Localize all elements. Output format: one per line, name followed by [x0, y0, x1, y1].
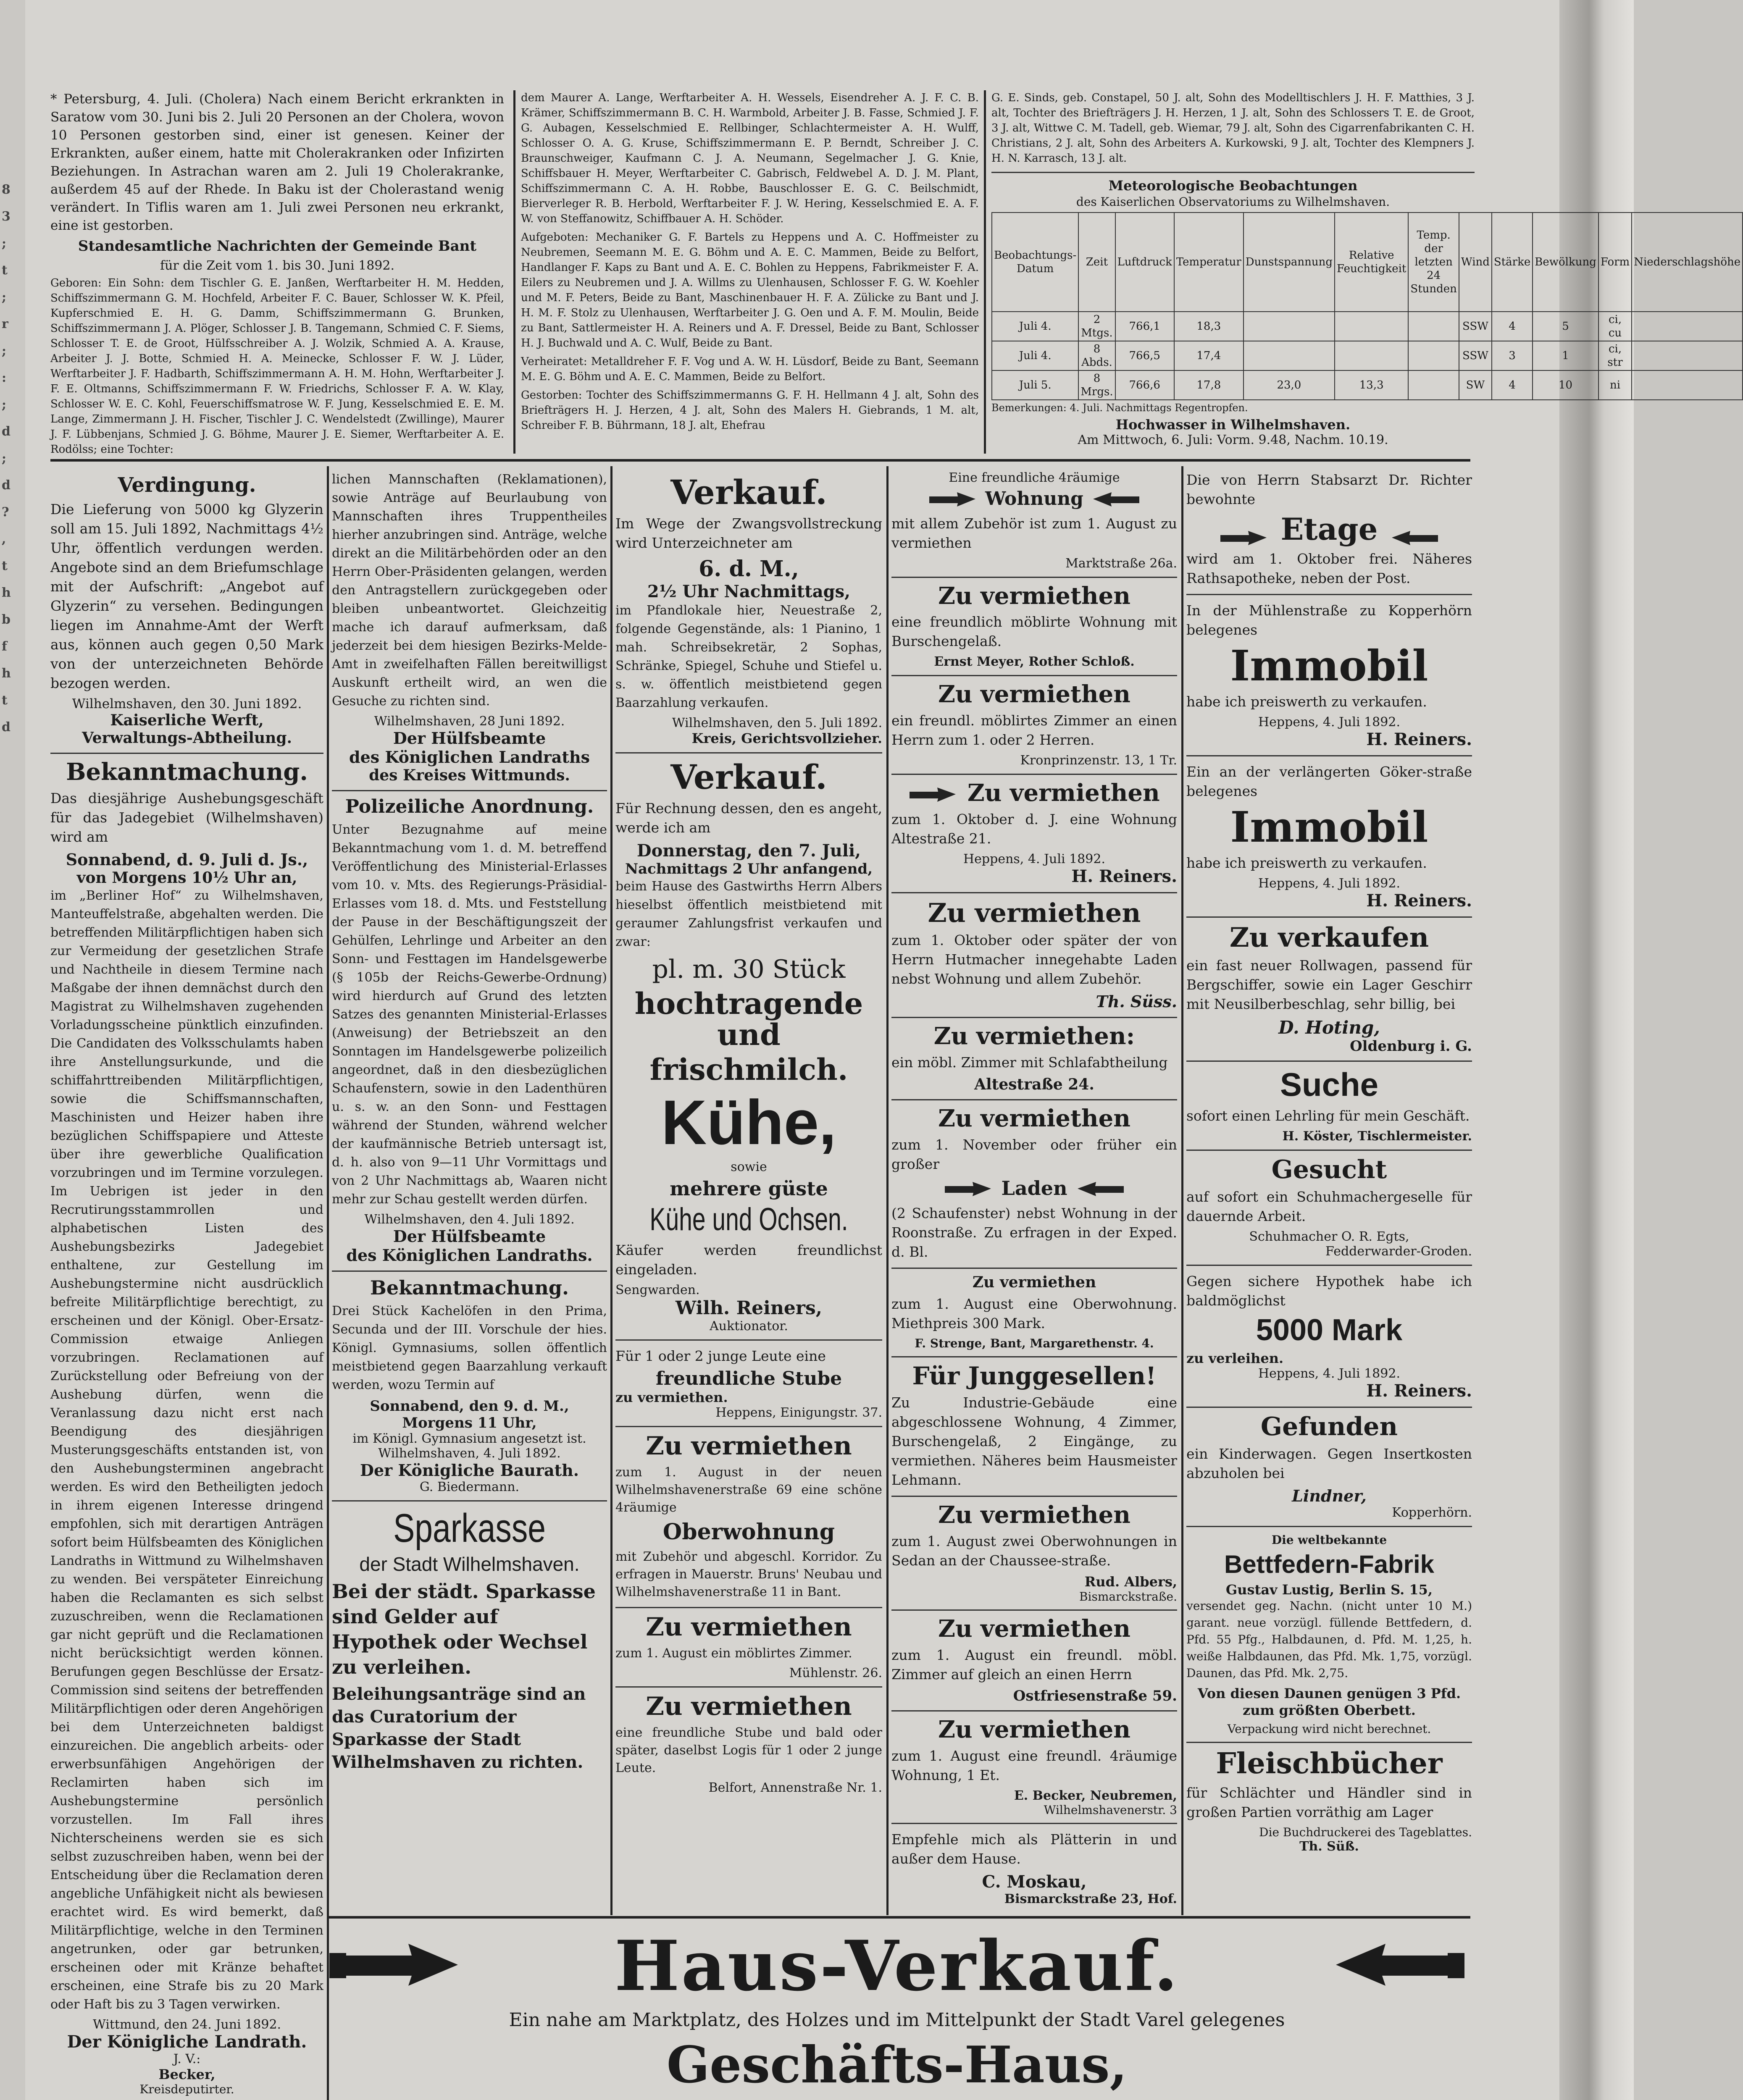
w2-sig: Ernst Meyer, Rother Schloß. — [934, 654, 1135, 669]
verkauf2-sig: Wilh. Reiners, — [675, 1297, 823, 1319]
w9-addr: Bismarckstraße. — [1079, 1590, 1177, 1604]
petersburg-news: * Petersburg, 4. Juli. (Cholera) Nach einem Bericht erkrankten in Saratow vom 30. Juni bis 2. Juli 20 Personen an der Cholera, wovon 10 Personen gestorben sind, einer ist genesen. Keiner der Erkrankten, außer einem, hatte mit Cholerakranken oder Infizirten Beziehungen. In Astrachan waren am 2. Juli 19 Cholerakranke, außerdem 45 auf der Rhede. In Baku ist der Cholerastand wenig verändert. In Tiflis waren am 1. Juli zwei Personen neu erkrankt, eine ist gestorben. — [50, 92, 504, 233]
met-cell: 23,0 — [1243, 370, 1335, 400]
verkauf2-time: Nachmittags 2 Uhr anfangend, — [625, 861, 873, 877]
met-cell: SSW — [1459, 312, 1492, 341]
zv1-text2: mit Zubehör und abgeschl. Korridor. Zu erfragen in Mauerstr. Bruns' Neubau und Wilhelmshavenerstraße 11 in Bant. — [615, 1549, 882, 1599]
verkauf2-place: Sengwarden. — [615, 1283, 700, 1298]
w10-text: zum 1. August ein freundl. möbl. Zimmer auf gleich an einen Herrn — [891, 1646, 1177, 1683]
met-row — [992, 341, 1743, 370]
zv2-text: zum 1. August ein möblirtes Zimmer. — [615, 1646, 852, 1661]
sparkasse-text: Bei der städt. Sparkasse sind Gelder auf Hypothek oder Wechsel zu verleihen. — [332, 1580, 596, 1678]
haus-verkauf-ad — [328, 1924, 1466, 2100]
w9-sig: Rud. Albers, — [1084, 1574, 1177, 1590]
w11-title: Zu vermiethen — [938, 1715, 1130, 1743]
w5-text: zum 1. Oktober oder später der von Herrn Hutmacher innegehabte Laden nebst Wohnung und allem Zubehör. — [891, 932, 1177, 987]
col2-rule-2 — [332, 1270, 607, 1272]
met-cell — [1408, 312, 1459, 341]
met-cell: ni — [1598, 370, 1632, 400]
w1-title: Wohnung — [985, 488, 1083, 509]
col-divider-1 — [327, 466, 329, 2100]
imm1-title: Immobil — [1230, 640, 1428, 690]
top-col-1 — [50, 90, 504, 456]
col3-rule-1 — [615, 752, 882, 753]
met-cell: 17,4 — [1174, 341, 1243, 370]
verkauf2-mehrere: mehrere güste — [670, 1177, 828, 1200]
column-4 — [891, 470, 1177, 1915]
vk-text: ein fast neuer Rollwagen, passend für Bergschiffer, sowie ein Lager Geschirr mit Neusilberbeschlag, sehr billig, bei — [1186, 957, 1472, 1012]
zv2-title: Zu vermiethen — [646, 1612, 852, 1642]
col-divider-2 — [610, 466, 613, 1915]
met-cell: 1 — [1533, 341, 1598, 370]
stube-title: freundliche Stube — [655, 1368, 842, 1390]
verkauf2-ochsen: Kühe und Ochsen. — [649, 1202, 848, 1238]
bek1-intro: Das diesjährige Aushebungsgeschäft für das Jadegebiet (Wilhelmshaven) wird am — [50, 790, 323, 845]
met-cell: ci, str — [1598, 341, 1632, 370]
w2-title: Zu vermiethen — [938, 582, 1130, 610]
met-cell — [1335, 341, 1408, 370]
imm1-intro: In der Mühlenstraße zu Kopperhörn belegenes — [1186, 602, 1472, 638]
verkauf2-sig2: Auktionator. — [710, 1319, 788, 1334]
polizei-sig1: Der Hülfsbeamte — [393, 1227, 546, 1246]
w7-text: zum 1. November oder früher ein großer — [891, 1136, 1177, 1172]
met-h-5: Relative Feuchtigkeit — [1335, 213, 1408, 312]
bek3-title: Bekanntmachung. — [370, 1276, 569, 1299]
w5-title: Zu vermiethen — [928, 897, 1141, 928]
col4-rule-5 — [891, 1017, 1177, 1018]
met-cell: 766,5 — [1115, 341, 1174, 370]
w7-laden-row — [891, 1178, 1177, 1200]
met-h-8: Stärke — [1492, 213, 1533, 312]
verheiratet-text: Verheiratet: Metalldreher F. F. Vog und A. W. H. Lüsdorf, Beide zu Bant, Seemann M. E. G. Böhm und A. E. C. Mammen, Beide zu Belfort. — [521, 355, 979, 383]
imm1-text: habe ich preiswerth zu verkaufen. — [1186, 693, 1427, 710]
bek3-sig2: G. Biedermann. — [419, 1480, 520, 1495]
imm2-text: habe ich preiswerth zu verkaufen. — [1186, 854, 1427, 871]
col5-rule-5 — [1186, 1150, 1472, 1151]
zv1-title: Zu vermiethen — [646, 1431, 852, 1461]
sparkasse-text2: Beleihungsanträge sind an das Curatorium der Sparkasse der Stadt Wilhelmshaven zu richten. — [332, 1684, 586, 1772]
met-cell: 8 Mrgs. — [1078, 370, 1115, 400]
met-title: Meteorologische Beobachtungen — [1108, 178, 1358, 194]
w3-title: Zu vermiethen — [938, 680, 1130, 709]
col2-cont-text: lichen Mannschaften (Reklamationen), sowie Anträge auf Beurlaubung von Mannschaften ihres Truppentheiles hierher anzubringen sind. Anträge, welche direkt an die Militärbehörden oder an den Herrn Ober-Präsidenten gelangen, werden den Antragstellern zurückgegeben oder bleiben unbeantwortet. Gleichzeitig mache ich darauf aufmerksam, daß jederzeit bei dem hiesigen Bezirks-Melde-Amt in zweifelhaften Fällen bereitwilligst Auskunft ertheilt wird, an wen die Gesuche zu richten sind. — [332, 472, 607, 709]
hyp-text2: zu verleihen. — [1186, 1350, 1284, 1367]
col5-rule-4 — [1186, 1060, 1472, 1062]
col4-rule-7 — [891, 1268, 1177, 1269]
etage-text: wird am 1. Oktober frei. Näheres Rathsapotheke, neben der Post. — [1186, 550, 1472, 586]
w1-text: mit allem Zubehör ist zum 1. August zu vermiethen — [891, 515, 1177, 551]
w4-date: Heppens, 4. Juli 1892. — [963, 851, 1105, 866]
plaett-addr: Bismarckstraße 23, Hof. — [1004, 1891, 1177, 1906]
col4-rule-3 — [891, 774, 1177, 775]
verkauf2-l1: hochtragende und — [634, 986, 863, 1052]
col4-rule-12 — [891, 1823, 1177, 1824]
haus-title2: Geschäfts-Haus, — [666, 2035, 1128, 2095]
bek1-sig4: Kreisdeputirter. — [139, 2082, 234, 2097]
fleisch-text: für Schlächter und Händler sind in großen Partien vorräthig am Lager — [1186, 1784, 1472, 1820]
col4-rule-6 — [891, 1099, 1177, 1100]
w4-title-row — [891, 781, 1177, 806]
w4-text: zum 1. Oktober d. J. eine Wohnung Altestraße 21. — [891, 811, 1177, 847]
bett-title: Bettfedern-Fabrik — [1224, 1550, 1435, 1579]
col4-rule-9 — [891, 1496, 1177, 1497]
imm1-sig: H. Reiners. — [1366, 729, 1472, 749]
bek3-date2: Wilhelmshaven, 4. Juli 1892. — [378, 1446, 561, 1461]
haus-line1: Ein nahe am Marktplatz, des Holzes und im Mittelpunkt der Stadt Varel gelegenes — [509, 2009, 1285, 2031]
col2-cont-sig3: des Kreises Wittmunds. — [369, 766, 570, 784]
met-table — [991, 212, 1743, 400]
met-cell: 2 Mtgs. — [1078, 312, 1115, 341]
sparkasse-title: Sparkasse — [393, 1506, 546, 1551]
bek1-date: Sonnabend, d. 9. Juli d. Js., — [66, 850, 308, 869]
pointing-hand-left-icon — [1090, 491, 1140, 510]
verkauf1-title: Verkauf. — [670, 472, 827, 512]
verdingung-title: Verdingung. — [118, 473, 256, 497]
met-h-10: Form — [1598, 213, 1632, 312]
met-cell — [1408, 370, 1459, 400]
stube-addr: Heppens, Einigungstr. 37. — [715, 1405, 882, 1420]
bek3-date: Sonnabend, den 9. d. M., — [370, 1398, 569, 1415]
col3-rule-3 — [615, 1426, 882, 1427]
w4-title: Zu vermiethen — [967, 779, 1160, 807]
ges1-text: auf sofort ein Schuhmachergeselle für dauernde Arbeit. — [1186, 1188, 1472, 1224]
zv3-addr: Belfort, Annenstraße Nr. 1. — [708, 1780, 882, 1795]
top-col-2 — [521, 90, 979, 452]
jg-title: Für Junggesellen! — [912, 1362, 1157, 1391]
aufgeboten-text: Aufgeboten: Mechaniker G. F. Bartels zu Heppens und A. C. Hoffmeister zu Neubremen, Seemann M. E. G. Böhm und A. E. C. Mammen, Beide zu Belfort, Handlanger F. Kaps zu Bant und A. E. C. Bohlen zu Heppens, Fabrikmeister F. A. Eilers zu Neubremen und J. A. Willms zu Ulenhausen, Schlosser F. G. W. Koehler und M. F. Peters, Beide zu Bant, Maschinenbauer H. F. A. Zülicke zu Bant und J. H. M. F. Stolz zu Ulenhausen, Werftarbeiter J. G. Oen und A. F. M. Moulin, Beide zu Bant, Sattlermeister H. A. Reiners und A. F. Dressel, Beide zu Bant, Schlosser H. J. Buchwald und A. C. Wulf, Beide zu Bant. — [521, 231, 979, 349]
plaett-sig: C. Moskau, — [982, 1872, 1087, 1892]
w5-sig: Th. Süss. — [1096, 992, 1177, 1011]
margin-letters: 8 3 ; t ; r ; : ; d ; d ? , t h b f h t d — [2, 182, 11, 735]
col-divider-4 — [1181, 466, 1183, 1915]
w11-addr: Wilhelmshavenerstr. 3 — [1044, 1803, 1177, 1817]
column-3 — [615, 470, 882, 1915]
w11-sig: E. Becker, Neubremen, — [1014, 1788, 1177, 1803]
polizei-date: Wilhelmshaven, den 4. Juli 1892. — [364, 1212, 575, 1227]
w4-sig: H. Reiners. — [1071, 866, 1177, 886]
w3-addr: Kronprinzenstr. 13, 1 Tr. — [1020, 753, 1177, 768]
met-cell: SW — [1459, 370, 1492, 400]
gestorben-text-b: G. E. Sinds, geb. Constapel, 50 J. alt, Sohn des Modelltischlers J. H. F. Matthies, 3 J. alt, Tochter des Briefträgers J. H. Herzen, 1 J. alt, Sohn des Schlossers T. E. de Groot, 3 J. alt, Wittwe C. M. Tadell, geb. Wiemar, 79 J. alt, Sohn des Cigarrenfabrikanten C. H. Christians, 2 J. alt, Sohn des Arbeiters A. Kurkowski, 9 J. alt, Tochter des Klempners J. H. N. Karrasch, 13 J. alt. — [991, 92, 1475, 165]
imm2-title: Immobil — [1230, 802, 1428, 852]
met-cell: Juli 4. — [992, 341, 1078, 370]
w2-text: eine freundlich möblirte Wohnung mit Burschengelaß. — [891, 614, 1177, 650]
met-cell — [1243, 341, 1335, 370]
met-cell: 13,3 — [1335, 370, 1408, 400]
column-5 — [1186, 470, 1472, 1915]
col5-rule-1 — [1186, 594, 1472, 595]
met-h-1: Zeit — [1078, 213, 1115, 312]
etage-intro: Die von Herrn Stabsarzt Dr. Richter bewohnte — [1186, 472, 1472, 507]
col2-cont-sig2: des Königlichen Landraths — [349, 748, 590, 766]
ges1-sig: Schuhmacher O. R. Egts, — [1249, 1229, 1409, 1244]
met-h-7: Wind — [1459, 213, 1492, 312]
vk-addr: Oldenburg i. G. — [1350, 1037, 1472, 1055]
top-bottom-rule — [50, 459, 1470, 462]
hyp-title: 5000 Mark — [1256, 1313, 1403, 1347]
suche-title: Suche — [1280, 1066, 1379, 1103]
pointing-hand-right-icon — [909, 785, 959, 804]
verkauf2-text: beim Hause des Gastwirths Herrn Albers hieselbst öffentlich meistbietend mit geraumer Zahlungsfrist verkaufen und zwar: — [615, 879, 882, 949]
met-row — [992, 370, 1743, 400]
met-h-3: Temperatur — [1174, 213, 1243, 312]
standesamt-title: Standesamtliche Nachrichten der Gemeinde Bant — [78, 238, 477, 255]
met-h-6: Temp. der letzten 24 Stunden — [1408, 213, 1459, 312]
bett-text: versendet geg. Nachn. (nicht unter 10 M.) garant. neue vorzügl. füllende Bettfedern, d. Pfd. 55 Pfg., Halbdaunen, d. Pfd. M. 1,25, h. weiße Halbdaunen, das Pfd. Mk. 1,75, vorzügl. Daunen, das Pfd. Mk. 2,75. — [1186, 1599, 1472, 1680]
vk-sig: D. Hoting, — [1278, 1017, 1380, 1038]
w8-title: Zu vermiethen — [972, 1273, 1096, 1291]
met-h-2: Luftdruck — [1115, 213, 1174, 312]
pointing-hand-right-icon — [928, 491, 979, 510]
w11-text: zum 1. August eine freundl. 4räumige Wohnung, 1 Et. — [891, 1747, 1177, 1783]
met-note: Bemerkungen: 4. Juli. Nachmittags Regentropfen. — [991, 402, 1248, 414]
verkauf1-intro: Im Wege der Zwangsvollstreckung wird Unterzeichneter am — [615, 515, 882, 551]
bett-text3: Verpackung wird nicht berechnet. — [1227, 1722, 1431, 1736]
met-cell: 10 — [1533, 370, 1598, 400]
verkauf1-date2: Wilhelmshaven, den 5. Juli 1892. — [672, 716, 882, 730]
column-2 — [332, 470, 607, 1915]
col4-rule-4 — [891, 892, 1177, 893]
met-row — [992, 312, 1743, 341]
met-cell: 3 — [1492, 341, 1533, 370]
met-cell: 8 Abds. — [1078, 341, 1115, 370]
col2-cont-sig1: Der Hülfsbeamte — [393, 729, 546, 748]
top-col-3 — [991, 90, 1741, 452]
w3-text: ein freundl. möblirtes Zimmer an einen Herrn zum 1. oder 2 Herren. — [891, 712, 1177, 748]
gestorben-text-a: Gestorben: Tochter des Schiffszimmermanns G. F. H. Hellmann 4 J. alt, Sohn des Briefträgers H. J. Herzen, 4 J. alt, Sohn des Malers H. Giebrands, 1 M. alt, Schreiber F. B. Bührmann, 18 J. alt, Ehefrau — [521, 389, 979, 432]
met-subtitle: des Kaiserlichen Observatoriums zu Wilhelmshaven. — [1076, 194, 1390, 209]
bek1-sig1: Der Königliche Landrath. — [67, 2032, 307, 2052]
geboren-text: Geboren: Ein Sohn: dem Tischler G. E. Janßen, Werftarbeiter H. M. Hedden, Schiffszimmermann G. M. Hochfeld, Arbeiter F. C. Bauer, Schlosser W. K. Pfeil, Kupferschmied E. H. G. Damm, Schiffszimmermann G. Brunken, Schiffszimmermann J. A. Plöger, Schlosser J. B. Tangemann, Schmied C. F. Siems, Schlosser T. E. de Groot, Hülfsschreiber A. J. Wolzik, Schmied A. A. Krause, Arbeiter J. J. Botte, Schmied H. A. Meinecke, Schlosser F. W. J. Lüder, Werftarbeiter J. F. Hadbarth, Schiffszimmermann A. H. M. Hohn, Werftarbeiter J. F. E. Oltmanns, Schiffszimmermann F. W. Friedrichs, Schlosser F. A. W. Klay, Schlosser W. E. C. Kohl, Feuerschiffsmatrose W. F. Jung, Kesselschmied E. E. M. Lange, Zimmermann J. H. Fischer, Tischler J. C. Wendelstedt (Zwillinge), Maurer J. F. Lübbenjans, Schmied J. G. Böhme, Maurer J. E. Siemer, Werftarbeiter A. E. Rodölss; eine Tochter: — [50, 276, 504, 456]
verkauf2-text2: Käufer werden freundlichst eingeladen. — [615, 1242, 882, 1278]
col5-rule-2 — [1186, 755, 1472, 756]
met-rule — [991, 172, 1475, 173]
imm1-date: Heppens, 4. Juli 1892. — [1258, 714, 1400, 730]
met-cell: SSW — [1459, 341, 1492, 370]
w10-addr: Ostfriesenstraße 59. — [1013, 1687, 1177, 1704]
gef-text: ein Kinderwagen. Gegen Insertkosten abzuholen bei — [1186, 1446, 1472, 1482]
bek1-date2: Wittmund, den 24. Juni 1892. — [92, 2017, 281, 2032]
hochwasser-title: Hochwasser in Wilhelmshaven. — [1115, 416, 1351, 433]
w6-addr: Altestraße 24. — [974, 1075, 1094, 1093]
bek1-sig3: Becker, — [158, 2066, 216, 2083]
met-cell: 5 — [1533, 312, 1598, 341]
col5-rule-8 — [1186, 1526, 1472, 1527]
col5-rule-6 — [1186, 1265, 1472, 1266]
col1-rule-1 — [50, 753, 323, 754]
gef-title: Gefunden — [1260, 1412, 1398, 1442]
verdingung-date: Wilhelmshaven, den 30. Juni 1892. — [72, 696, 302, 712]
w10-title: Zu vermiethen — [938, 1615, 1130, 1643]
pointing-hand-right-icon — [944, 1180, 994, 1200]
polizei-title: Polizeiliche Anordnung. — [345, 796, 594, 817]
met-cell: ci, cu — [1598, 312, 1632, 341]
top-divider-2 — [984, 90, 986, 454]
plaett-text: Empfehle mich als Plätterin in und außer dem Hause. — [891, 1831, 1177, 1867]
fleisch-sig: Die Buchdruckerei des Tageblattes. — [1259, 1825, 1472, 1839]
vk-title: Zu verkaufen — [1229, 921, 1429, 953]
col5-rule-9 — [1186, 1742, 1472, 1743]
verkauf2-sowie: sowie — [731, 1160, 767, 1174]
w6-title: Zu vermiethen: — [933, 1022, 1135, 1050]
met-cell: 766,1 — [1115, 312, 1174, 341]
gef-sig: Lindner, — [1292, 1486, 1367, 1506]
verkauf2-intro: Für Rechnung dessen, den es angeht, werde ich am — [615, 800, 882, 836]
verkauf1-sig: Kreis, Gerichtsvollzieher. — [691, 730, 882, 746]
col4-rule-1 — [891, 577, 1177, 578]
met-h-0: Beobachtungs-Datum — [992, 213, 1078, 312]
col4-rule-11 — [891, 1710, 1177, 1712]
col2-cont-date: Wilhelmshaven, 28 Juni 1892. — [374, 714, 565, 729]
top-divider-1 — [513, 90, 515, 454]
met-cell: 17,8 — [1174, 370, 1243, 400]
w7-text2: (2 Schaufenster) nebst Wohnung in der Roonstraße. Zu erfragen in der Exped. d. Bl. — [891, 1205, 1177, 1260]
column-1 — [50, 470, 323, 2100]
w1-intro: Eine freundliche 4räumige — [949, 470, 1120, 485]
bek3-text: Drei Stück Kachelöfen in den Prima, Secunda und der III. Vorschule der hies. Königl. Gymnasiums, sollen öffentlich meistbietend gegen Baarzahlung verkauft werden, wozu Termin auf — [332, 1304, 607, 1393]
tochter-text: dem Maurer A. Lange, Werftarbeiter A. H. Wessels, Eisendreher A. J. F. C. B. Krämer, Schiffszimmermann B. C. H. Warmbold, Arbeiter J. B. Fasse, Schmied J. F. G. Aubagen, Kesselschmied E. Rellbinger, Schlachtermeister A. H. Wulff, Schlosser O. A. G. Kruse, Schiffszimmermann E. P. Berndt, Schreiber J. C. Braunschweiger, Kaufmann C. J. A. Neumann, Segelmacher J. G. Knie, Schiffsbauer H. Meyer, Werftarbeiter C. Gabrisch, Feldwebel A. D. J. M. Plant, Schiffszimmermann C. A. H. Robbe, Bauschlosser E. G. C. Beilschmidt, Bierverleger R. B. Herbold, Werftarbeiter F. J. W. Hering, Kesselschmied E. A. F. W. von Steffanowitz, Schiffbauer A. H. Schöder. — [521, 92, 979, 225]
zv1-text: zum 1. August in der neuen Wilhelmshavenerstraße 69 eine schöne 4räumige — [615, 1465, 882, 1515]
hochwasser-text: Am Mittwoch, 6. Juli: Vorm. 9.48, Nachm. 10.19. — [1078, 433, 1388, 448]
verdingung-sig2: Verwaltungs-Abtheilung. — [81, 729, 292, 747]
bett-sig: Gustav Lustig, Berlin S. 15, — [1225, 1582, 1433, 1598]
bek1-time: von Morgens 10½ Uhr an, — [76, 869, 297, 887]
met-cell — [1243, 312, 1335, 341]
bek1-sig2: J. V.: — [173, 2052, 201, 2067]
pointing-hand-left-icon — [1388, 522, 1439, 541]
met-cell: 766,6 — [1115, 370, 1174, 400]
fleisch-title: Fleischbücher — [1216, 1747, 1443, 1781]
met-h-9: Bewölkung — [1533, 213, 1598, 312]
pointing-hand-right-icon — [328, 1940, 462, 1991]
met-cell: Juli 5. — [992, 370, 1078, 400]
w7-laden: Laden — [1001, 1176, 1067, 1200]
zv2-addr: Mühlenstr. 26. — [789, 1665, 882, 1680]
hyp-text: Gegen sichere Hypothek habe ich baldmöglichst — [1186, 1273, 1472, 1309]
verkauf1-text: im Pfandlokale hier, Neuestraße 2, folgende Gegenstände, als: 1 Pianino, 1 mah. Schreibsekretär, 2 Sophas, Schränke, Spiegel, Schuhe und Stiefel u. s. w. öffentlich meistbietend gegen Baarzahlung verkaufen. — [615, 603, 882, 710]
imm2-intro: Ein an der verlängerten Göker-straße belegenes — [1186, 763, 1472, 799]
met-cell — [1408, 341, 1459, 370]
suche-text: sofort einen Lehrling für mein Geschäft. — [1186, 1107, 1470, 1124]
w1-addr: Marktstraße 26a. — [1065, 556, 1177, 571]
gef-addr: Kopperhörn. — [1392, 1505, 1472, 1520]
jg-text: Zu Industrie-Gebäude eine abgeschlossene Wohnung, 4 Zimmer, Burschengelaß, 2 Eingänge, zu vermiethen. Näheres beim Hausmeister Lehmann. — [891, 1394, 1177, 1488]
w8-text: zum 1. August eine Oberwohnung. Miethpreis 300 Mark. — [891, 1296, 1177, 1332]
ges1-title: Gesucht — [1271, 1155, 1387, 1184]
haus-title-row — [328, 1924, 1466, 2008]
suche-sig: H. Köster, Tischlermeister. — [1282, 1129, 1472, 1144]
met-cell — [1632, 370, 1743, 400]
zv1-title2: Oberwohnung — [662, 1519, 835, 1545]
verkauf2-kuehe: Kühe, — [661, 1087, 836, 1158]
bett-head: Die weltbekannte — [1271, 1533, 1387, 1547]
polizei-sig2: des Königlichen Landraths. — [346, 1246, 593, 1265]
verkauf2-title: Verkauf. — [670, 757, 827, 797]
met-header-row — [992, 213, 1743, 312]
met-cell — [1632, 312, 1743, 341]
verkauf1-time: 2½ Uhr Nachmittags, — [647, 582, 851, 601]
w9-title: Zu vermiethen — [938, 1501, 1130, 1529]
met-cell: 4 — [1492, 312, 1533, 341]
etage-title-row — [1186, 513, 1472, 545]
standesamt-period: für die Zeit vom 1. bis 30. Juni 1892. — [160, 258, 394, 273]
polizei-text: Unter Bezugnahme auf meine Bekanntmachung vom 1. d. M. betreffend Veröffentlichung des Ministerial-Erlasses vom 10. v. Mts. des Regierungs-Präsidial-Erlasses vom 18. d. Mts. und Feststellung der Pause in der Beschäftigungszeit der Gehülfen, Lehrlinge und Arbeiter an den Sonn- und Festtagen im Handelsgewerbe (§ 105b der Reichs-Gewerbe-Ordnung) wird hierdurch auf Grund des letzten Satzes des genannten Ministerial-Erlasses (Anweisung) der Betriebszeit an den Sonntagen im Handelsgewerbe polizeilich angeordnet, daß in den diesbezüglichen Schaufenstern, sowie in den Ladenthüren u. s. w. an den Sonn- und Festtagen während der Stunden, während welcher der kaufmännische Betrieb untersagt ist, d. h. also von 9—11 Uhr Vormittags und von 2 Uhr Nachmittags ab, Waaren nicht mehr zur Schau gestellt werden dürfen. — [332, 822, 607, 1207]
pointing-hand-left-icon — [1074, 1180, 1125, 1200]
w8-sig: F. Strenge, Bant, Margarethenstr. 4. — [915, 1336, 1154, 1351]
col3-rule-2 — [615, 1339, 882, 1341]
bek3-sig1: Der Königliche Baurath. — [360, 1461, 579, 1480]
col4-rule-8 — [891, 1356, 1177, 1357]
ad-top-rule — [327, 1916, 1470, 1919]
col5-rule-3 — [1186, 916, 1472, 918]
stube-text: zu vermiethen. — [615, 1389, 728, 1406]
sparkasse-subtitle: der Stadt Wilhelmshaven. — [359, 1553, 580, 1575]
col-divider-3 — [886, 466, 889, 1915]
col2-rule-1 — [332, 790, 607, 791]
ges1-addr: Fedderwarder-Groden. — [1325, 1244, 1472, 1259]
fleisch-sig2: Th. Süß. — [1299, 1839, 1359, 1854]
verdingung-text: Die Lieferung von 5000 kg Glyzerin soll am 15. Juli 1892, Nachmittags 4½ Uhr, öffentlich verdungen werden. Angebote sind an dem Briefumschlage mit der Aufschrift: „Angebot auf Glyzerin“ zu versehen. Bedingungen liegen im Annahme-Amt der Werft aus, können auch gegen 0,50 Mark von der unterzeichneten Behörde bezogen werden. — [50, 501, 323, 692]
bek3-place: im Königl. Gymnasium angesetzt ist. — [352, 1431, 586, 1446]
hyp-sig: H. Reiners. — [1366, 1381, 1472, 1401]
w1-title-row — [891, 489, 1177, 510]
w9-text: zum 1. August zwei Oberwohnungen in Sedan an der Chaussee-straße. — [891, 1533, 1177, 1569]
col2-rule-3 — [332, 1500, 607, 1502]
met-cell: 18,3 — [1174, 312, 1243, 341]
col4-rule-2 — [891, 675, 1177, 676]
pointing-hand-left-icon — [1332, 1940, 1466, 1991]
met-cell: 4 — [1492, 370, 1533, 400]
haus-title: Haus-Verkauf. — [614, 1925, 1180, 2006]
met-h-4: Dunstspannung — [1243, 213, 1335, 312]
verdingung-sig1: Kaiserliche Werft, — [110, 711, 264, 730]
w7-title: Zu vermiethen — [938, 1104, 1130, 1132]
pointing-hand-right-icon — [1220, 522, 1270, 541]
verkauf1-date: 6. d. M., — [699, 556, 799, 582]
met-h-11: Niederschlagshöhe — [1632, 213, 1743, 312]
met-cell — [1632, 341, 1743, 370]
verkauf2-date: Donnerstag, den 7. Juli, — [636, 841, 861, 861]
imm2-sig: H. Reiners. — [1366, 890, 1472, 911]
etage-title: Etage — [1280, 511, 1378, 547]
bek1-text: im „Berliner Hof“ zu Wilhelmshaven, Manteuffelstraße, abgehalten werden. Die betreffenden Militärpflichtigen haben sich zur Vermeidung der gesetzlichen Strafe und Nachtheile in diesem Termine nach Maßgabe der ihnen demnächst durch den Magistrat zu Wilhelmshaven zugehenden Vorladungsscheine pünktlich einzufinden. Die Candidaten des Volksschulamts haben ihre Anstellungsurkunde, und die schiffahrttreibenden Militärpflichtigen, sowie die Schiffsmannschaften, Maschinisten und Heizer haben ihre bezüglichen Schiffspapiere und Atteste über ihre gewerbliche Qualification vorzubringen und im Termine vorzulegen. Im Uebrigen ist jeder in den Recrutirungsstammrollen und alphabetischen Listen des Aushebungsbezirks Jadegebiet enthaltene, zur Gestellung im Aushebungstermine nicht ausdrücklich befreite Militärpflichtige berechtigt, zu erscheinen und der Königl. Ober-Ersatz-Commission etwaige Anliegen vorzubringen. Reclamationen auf Zurückstellung oder Befreiung von der Aushebung dürfen, wenn die Veranlassung dazu nicht erst nach Beendigung des diesjährigen Musterungsgeschäfts entstanden ist, von den Aushebungsterminen angebracht werden. Es wird den Betheiligten jedoch in ihrem eigenen Interesse dringend empfohlen, sich mit derartigen Anträgen sofort beim Hülfsbeamten des Königlichen Landraths in Wittmund zu Wilhelmshaven zu wenden. Bei verspäteter Einreichung haben die Reclamanten es sich selbst zuzuschreiben, wenn die Reclamationen gar nicht geprüft und die Reclamationen nicht berücksichtigt werden können. Berufungen gegen Beschlüsse der Ersatz-Commission sind seitens der betreffenden Militärpflichtigen oder deren Angehörigen bei dem Unterzeichneten baldigst einzureichen. Die angeblich arbeits- oder erwerbsunfähigen Angehörigen der Reclamirten haben sich im Aushebungstermine persönlich vorzustellen. Im Fall ihres Nichterscheinens werden sie es sich selbst zuzuschreiben haben, wenn bei der Entscheidung über die Reclamation deren angebliche Unfähigkeit nicht als bewiesen erachtet wird. Es wird bemerkt, daß Militärpflichtige, welche in den Terminen angetrunken, oder gar betrunken, erscheinen oder mit Kränze behaftet erscheinen, eine Strafe bis zu 20 Mark oder Haft bis zu 3 Tagen verwirken. — [50, 888, 323, 2012]
hyp-date: Heppens, 4. Juli 1892. — [1258, 1366, 1400, 1381]
col4-rule-10 — [891, 1609, 1177, 1611]
met-cell: Juli 4. — [992, 312, 1078, 341]
zv3-title: Zu vermiethen — [646, 1691, 852, 1721]
zv3-text: eine freundliche Stube und bald oder später, daselbst Logis für 1 oder 2 junge Leute. — [615, 1725, 882, 1775]
bek1-title: Bekanntmachung. — [66, 758, 308, 786]
w6-text: ein möbl. Zimmer mit Schlafabtheilung — [891, 1054, 1168, 1071]
stube-intro: Für 1 oder 2 junge Leute eine — [615, 1348, 826, 1365]
col5-rule-7 — [1186, 1407, 1472, 1408]
imm2-date: Heppens, 4. Juli 1892. — [1258, 876, 1400, 891]
met-cell — [1335, 312, 1408, 341]
col3-rule-5 — [615, 1686, 882, 1688]
col3-rule-4 — [615, 1607, 882, 1608]
haus-line2 — [328, 2097, 1466, 2100]
bett-text2: Von diesen Daunen genügen 3 Pfd. zum größten Oberbett. — [1197, 1685, 1461, 1719]
bek3-time: Morgens 11 Uhr, — [402, 1415, 537, 1432]
verkauf2-l2: frischmilch. — [649, 1052, 848, 1087]
verkauf2-pl: pl. m. 30 Stück — [652, 955, 846, 984]
